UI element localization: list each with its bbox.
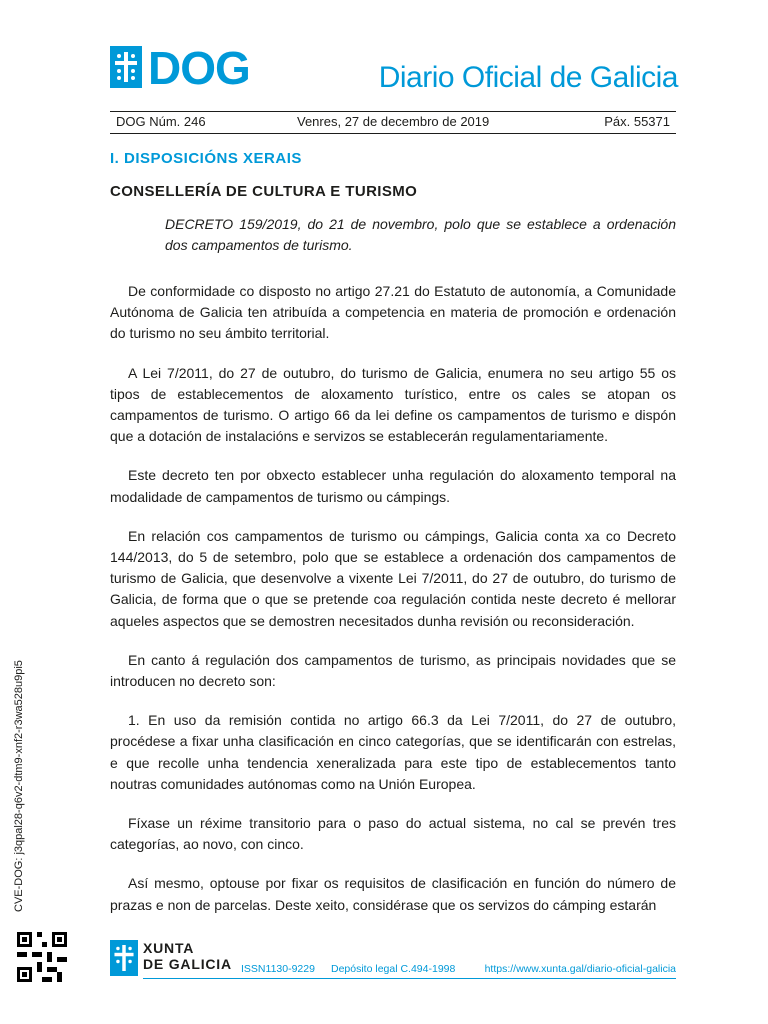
department-title: CONSELLERÍA DE CULTURA E TURISMO (110, 183, 418, 200)
paragraph: Fíxase un réxime transitorio para o paso do actual sistema, no cal se prevén tres categorías, ao novo, con cinco. (110, 815, 676, 853)
section-title: I. DISPOSICIÓNS XERAIS (110, 150, 302, 167)
decree-title: DECRETO 159/2019, do 21 de novembro, polo que se establece a ordenación dos campamentos de turismo. (165, 216, 676, 253)
shield-cross-icon (114, 945, 134, 971)
paragraph: A Lei 7/2011, do 27 de outubro, do turismo de Galicia, enumera no seu artigo 55 os tipos de establecementos de aloxamento turístico, entre os cales se atopan os campamentos de turismo. O artigo 66 da lei define os campamentos de turismo e dispón que a dotación de instalacións e servizos se establecerán regulamentariamente. (110, 364, 676, 445)
paragraph: Así mesmo, optouse por fixar os requisitos de clasificación en función do número de prazas e non de parcelas. Deste xeito, considérase que os servizos do cámping estarán (110, 875, 676, 913)
document-body (110, 281, 676, 934)
dog-logo-text: DOG (148, 42, 250, 94)
shield-cross-icon (115, 52, 137, 82)
journal-title: Diario Oficial de Galicia (378, 61, 678, 94)
header-top-rule (110, 111, 676, 112)
paragraph: En relación cos campamentos de turismo ou cámpings, Galicia conta xa co Decreto 144/2013, do 5 de setembro, polo que se establece a ordenación dos campamentos de turismo de Galicia, que desenvolve a vixente Lei 7/2011, do 27 de outubro, do turismo de Galicia, de forma que o que se pretende coa regulación contida neste decreto é mellorar aqueles aspectos que se demostren necesitados dunha revisión ou reconsideración. (110, 527, 676, 629)
legal-deposit: Depósito legal C.494-1998 (331, 963, 456, 975)
header-bottom-rule (110, 133, 676, 134)
qr-code-icon (17, 932, 67, 982)
galicia-shield-logo (110, 46, 142, 88)
page-number: Páx. 55371 (604, 114, 670, 129)
issue-number: DOG Núm. 246 (116, 114, 206, 129)
xunta-logo-text (143, 940, 232, 972)
paragraph: 1. En uso da remisión contida no artigo 66.3 da Lei 7/2011, do 27 de outubro, procédese a fixar unha clasificación en cinco categorías, que se identificarán con estrelas, e que recolle unha tendencia xeneralizada para este tipo de establecementos tanto noutras comunidades autónomas como na Unión Europea. (110, 712, 676, 792)
xunta-shield-logo (110, 940, 138, 976)
paragraph: De conformidade co disposto no artigo 27.21 do Estatuto de autonomía, a Comunidade Autónoma de Galicia ten atribuída a competencia en materia de promoción e ordenación do turismo no seu ámbito territorial. (110, 283, 676, 342)
paragraph: Este decreto ten por obxecto establecer unha regulación do aloxamento temporal na modalidade de campamentos de turismo ou cámpings. (110, 467, 676, 505)
verification-code: CVE-DOG: j3qpal28-q6v2-dtm9-xnf2-r3wa528u9pi5 (13, 660, 25, 912)
xunta-line1: XUNTA (143, 940, 195, 956)
paragraph: En canto á regulación dos campamentos de turismo, as principais novidades que se introducen no decreto son: (110, 651, 676, 690)
footer-url-link[interactable]: https://www.xunta.gal/diario-oficial-galicia (484, 963, 676, 975)
issue-date: Venres, 27 de decembro de 2019 (297, 114, 490, 129)
issn: ISSN1130-9229 (241, 963, 315, 975)
footer-rule (143, 978, 676, 979)
xunta-line2: DE GALICIA (143, 956, 232, 972)
